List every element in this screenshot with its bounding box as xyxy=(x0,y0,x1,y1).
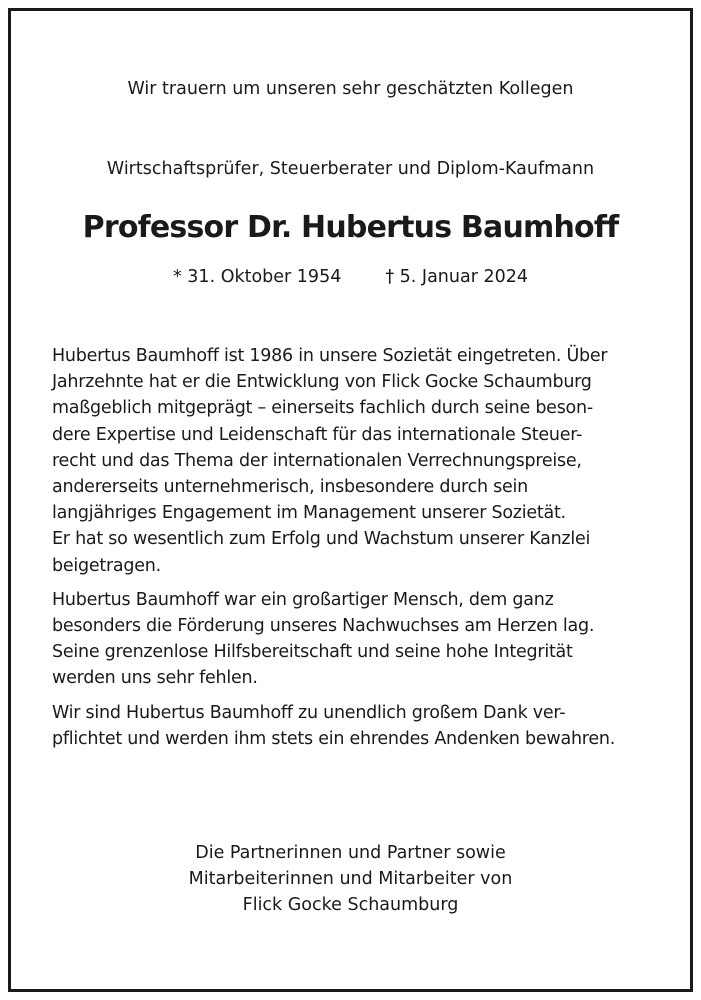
birth-date: * 31. Oktober 1954 xyxy=(172,267,342,287)
text-line: andererseits unternehmerisch, insbesondere durch sein xyxy=(52,477,528,498)
text-line: werden uns sehr fehlen. xyxy=(52,668,258,689)
signature-line: Die Partnerinnen und Partner sowie xyxy=(195,843,506,863)
paragraph-gratitude xyxy=(52,700,662,752)
text-line: besonders die Förderung unseres Nachwuchses am Herzen lag. xyxy=(52,616,595,637)
obituary-body xyxy=(52,343,662,760)
text-line: Er hat so wesentlich zum Erfolg und Wachstum unserer Kanzlei xyxy=(52,529,591,550)
text-line: Seine grenzenlose Hilfsbereitschaft und seine hohe Integrität xyxy=(52,642,573,663)
intro-line: Wir trauern um unseren sehr geschätzten Kollegen xyxy=(127,79,574,99)
text-line: maßgeblich mitgeprägt – einerseits fachlich durch seine beson- xyxy=(52,398,593,419)
profession-line: Wirtschaftsprüfer, Steuerberater und Diplom-Kaufmann xyxy=(106,159,595,179)
text-line: recht und das Thema der internationalen Verrechnungspreise, xyxy=(52,450,582,471)
deceased-name: Professor Dr. Hubertus Baumhoff xyxy=(82,210,619,245)
paragraph-career xyxy=(52,343,662,579)
signature-line: Flick Gocke Schaumburg xyxy=(242,895,459,915)
text-line: beigetragen. xyxy=(52,555,161,576)
life-dates xyxy=(0,265,701,289)
text-line: dere Expertise und Leidenschaft für das internationale Steuer- xyxy=(52,424,583,445)
text-line: langjähriges Engagement im Management unserer Sozietät. xyxy=(52,503,566,524)
text-line: Hubertus Baumhoff war ein großartiger Mensch, dem ganz xyxy=(52,589,554,610)
text-line: Wir sind Hubertus Baumhoff zu unendlich großem Dank ver- xyxy=(52,702,566,723)
text-line: Jahrzehnte hat er die Entwicklung von Flick Gocke Schaumburg xyxy=(52,372,592,393)
text-line: Hubertus Baumhoff ist 1986 in unsere Sozietät eingetreten. Über xyxy=(52,346,608,366)
signature-line: Mitarbeiterinnen und Mitarbeiter von xyxy=(188,869,513,889)
death-date: † 5. Januar 2024 xyxy=(385,267,529,287)
signature-block xyxy=(0,840,701,918)
paragraph-character xyxy=(52,587,662,692)
text-line: pflichtet und werden ihm stets ein ehrendes Andenken bewahren. xyxy=(52,728,616,749)
